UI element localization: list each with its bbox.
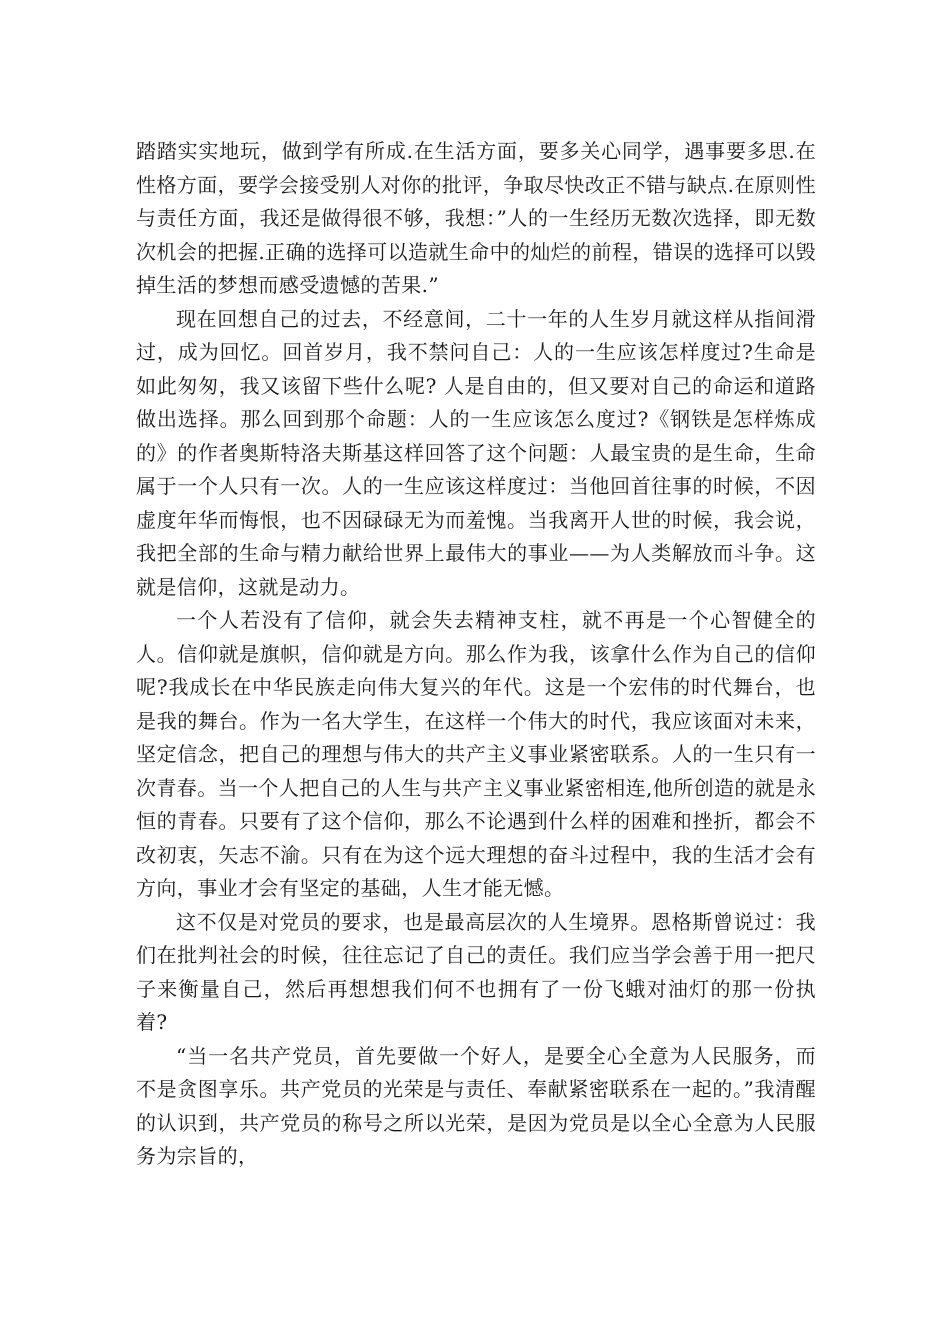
paragraph-4: 这不仅是对党员的要求，也是最高层次的人生境界。恩格斯曾说过：我们在批判社会的时候，往往忘记了自己的责任。我们应当学会善于用一把尺子来衡量自己，然后再想想我们何不也拥有了一份飞蛾对油灯的那一份执着? (136, 909, 816, 1034)
document-body (136, 135, 816, 1174)
paragraph-1: 踏踏实实地玩，做到学有所成.在生活方面，要多关心同学，遇事要多思.在性格方面，要学会接受别人对你的批评，争取尽快改正不错与缺点.在原则性与责任方面，我还是做得很不够，我想：”人的一生经历无数次选择，即无数次机会的把握.正确的选择可以造就生命中的灿烂的前程，错误的选择可以毁掉生活的梦想而感受遗憾的苦果.” (136, 139, 816, 297)
paragraph-3: 一个人若没有了信仰，就会失去精神支柱，就不再是一个心智健全的人。信仰就是旗帜，信仰就是方向。那么作为我，该拿什么作为自己的信仰呢?我成长在中华民族走向伟大复兴的年代。这是一个宏伟的时代舞台，也是我的舞台。作为一名大学生，在这样一个伟大的时代，我应该面对未来，坚定信念，把自己的理想与伟大的共产主义事业紧密联系。人的一生只有一次青春。当一个人把自己的人生与共产主义事业紧密相连,他所创造的就是永恒的青春。只要有了这个信仰，那么不论遇到什么样的困难和挫折，都会不改初衷，矢志不渝。只有在为这个远大理想的奋斗过程中，我的生活才会有方向，事业才会有坚定的基础，人生才能无憾。 (136, 608, 816, 900)
paragraph-5: “当一名共产党员，首先要做一个好人，是要全心全意为人民服务，而不是贪图享乐。共产党员的光荣是与责任、奉献紧密联系在一起的。”我清醒的认识到，共产党员的称号之所以光荣，是因为党员是以全心全意为人民服务为宗旨的， (136, 1043, 816, 1168)
paragraph-2: 现在回想自己的过去，不经意间，二十一年的人生岁月就这样从指间滑过，成为回忆。回首岁月，我不禁问自己：人的一生应该怎样度过?生命是如此匆匆，我又该留下些什么呢? 人是自由的，但又要对自己的命运和道路做出选择。那么回到那个命题：人的一生应该怎么度过?《钢铁是怎样炼成的》的作者奥斯特洛夫斯基这样回答了这个问题：人最宝贵的是生命，生命属于一个人只有一次。人的一生应该这样度过：当他回首往事的时候，不因虚度年华而悔恨，也不因碌碌无为而羞愧。当我离开人世的时候，我会说，我把全部的生命与精力献给世界上最伟大的事业——为人类解放而斗争。这就是信仰，这就是动力。 (136, 306, 816, 599)
